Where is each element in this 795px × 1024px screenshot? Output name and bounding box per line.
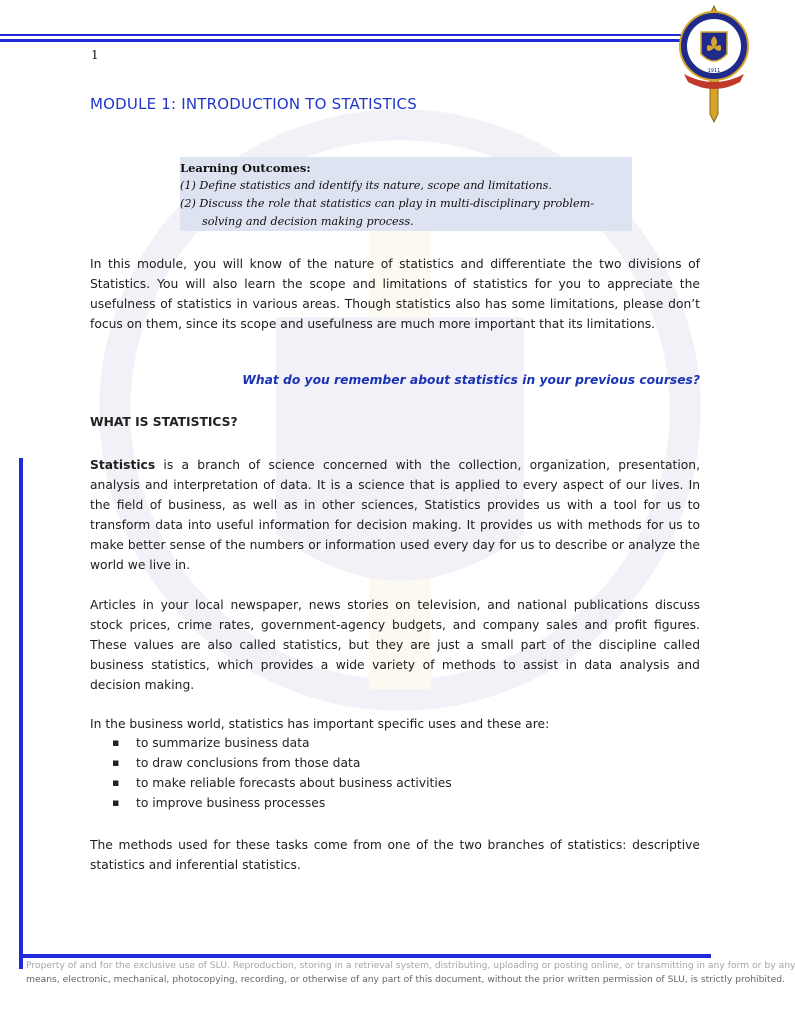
uses-intro: In the business world, statistics has important specific uses and these are: (90, 717, 550, 731)
list-item: ▪ to improve business processes (112, 793, 452, 813)
reflection-question: What do you remember about statistics in your previous courses? (242, 373, 700, 387)
definition-paragraph (90, 455, 700, 575)
definition-term: Statistics (90, 458, 156, 472)
seal-year: 1911 (707, 68, 721, 74)
learning-outcome-item: (1) Define statistics and identify its nature, scope and limitations. (180, 179, 552, 192)
university-seal-logo (670, 4, 758, 122)
left-border-bar (19, 458, 23, 969)
intro-paragraph: In this module, you will know of the nature of statistics and differentiate the two divisions of Statistics. You will also learn the scope and limitations of statistics for you to appreciate the usefulness of statistics in various areas. Though statistics also has some limitations, please don’t focus on them, since its scope and usefulness are much more important that its limitations. (90, 257, 700, 331)
articles-paragraph: Articles in your local newspaper, news stories on television, and national publications discuss stock prices, crime rates, government-agency budgets, and company sales and profit figures. These values are also called statistics, but they are just a small part of the discipline called business statistics, which provides a wide variety of methods to assist in data analysis and decision making. (90, 598, 700, 692)
methods-paragraph: The methods used for these tasks come from one of the two branches of statistics: descriptive statistics and inferential statistics. (90, 838, 700, 872)
footer-rule (19, 954, 711, 958)
footer-copyright-line1: Property of and for the exclusive use of SLU. Reproduction, storing in a retrieval system, distributing, uploading or posting online, or transmitting in any form or by any (26, 960, 795, 971)
list-item: ▪ to draw conclusions from those data (112, 753, 452, 773)
learning-outcome-item: (2) Discuss the role that statistics can play in multi-disciplinary problem-solving and decision making process. (180, 197, 595, 228)
list-item: ▪ to summarize business data (112, 733, 452, 753)
footer-copyright-line2: means, electronic, mechanical, photocopying, recording, or otherwise of any part of this document, without the prior written permission of SLU, is strictly prohibited. (26, 974, 785, 985)
learning-outcomes-box (180, 157, 632, 231)
uses-list (112, 733, 452, 813)
definition-text: is a branch of science concerned with the collection, organization, presentation, analysis and interpretation of data. It is a science that is applied to every aspect of our lives. In the field of business, as well as in other sciences, Statistics provides us with a tool for us to transform data into useful information for decision making. It provides us with methods for us to make better sense of the numbers or information used every day for us to describe or analyze the world we live in. (90, 458, 700, 572)
module-title: MODULE 1: INTRODUCTION TO STATISTICS (90, 95, 417, 113)
list-item: ▪ to make reliable forecasts about business activities (112, 773, 452, 793)
section-heading: WHAT IS STATISTICS? (90, 415, 238, 429)
page-number: 1 (91, 48, 99, 62)
header-rule-thick (0, 39, 712, 42)
header-rule-thin (0, 34, 712, 36)
learning-outcomes-heading: Learning Outcomes: (180, 161, 311, 175)
